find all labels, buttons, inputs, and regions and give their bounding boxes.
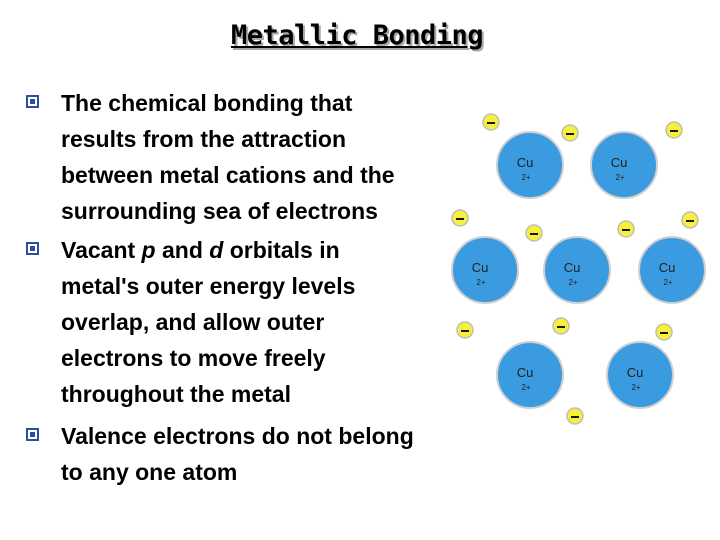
electron [618,221,634,237]
cu-cation [607,342,673,408]
bullet-line-part: orbitals in [223,237,340,263]
electron-circle [618,221,634,237]
cu-cation [497,132,563,198]
electron [452,210,468,226]
bullet-line: between metal cations and the [61,162,395,188]
cu-cation [639,237,705,303]
bullet-line: to any one atom [61,459,238,485]
electron [526,225,542,241]
electron-circle [457,322,473,338]
cu-cation [544,237,610,303]
electron-circle [666,122,682,138]
electron [457,322,473,338]
bullet-line: throughout the metal [61,381,291,407]
bullet-line-part: Vacant [61,237,142,263]
cu-cation [591,132,657,198]
electron-circle [452,210,468,226]
electron-circle [682,212,698,228]
electron-circle [483,114,499,130]
electron-circle [656,324,672,340]
cation-label: Cu [610,155,628,170]
electron-circle [553,318,569,334]
cation-charge: 2+ [568,278,578,287]
bullet-line: overlap, and allow outer [61,309,325,335]
cation-label: Cu [516,365,534,380]
cation-charge: 2+ [663,278,673,287]
electron [567,408,583,424]
cation-label: Cu [658,260,676,275]
cu-cation [452,237,518,303]
cation-charge: 2+ [476,278,486,287]
electron [562,125,578,141]
orbital-p: p [141,237,156,263]
electron [553,318,569,334]
cation-charge: 2+ [631,383,641,392]
cation-label: Cu [563,260,581,275]
cation-charge: 2+ [615,173,625,182]
electron [682,212,698,228]
electron [666,122,682,138]
electron [656,324,672,340]
bullet-line-part: and [155,237,210,263]
bullet-line: Valence electrons do not belong [61,423,414,449]
orbital-d: d [209,237,224,263]
cation-label: Cu [516,155,534,170]
electron-circle [567,408,583,424]
cation-charge: 2+ [521,383,531,392]
bullet-line: metal's outer energy levels [61,273,356,299]
electron-circle [562,125,578,141]
bullet-line: electrons to move freely [61,345,326,371]
cation-label: Cu [471,260,489,275]
electron [483,114,499,130]
bullet-line: results from the attraction [61,126,346,152]
bullet-line: surrounding sea of electrons [61,198,378,224]
bullet-line: The chemical bonding that [61,90,353,116]
electron-circle [526,225,542,241]
cation-charge: 2+ [521,173,531,182]
slide-title: Metallic Bonding [230,20,484,51]
cu-cation [497,342,563,408]
cation-label: Cu [626,365,644,380]
